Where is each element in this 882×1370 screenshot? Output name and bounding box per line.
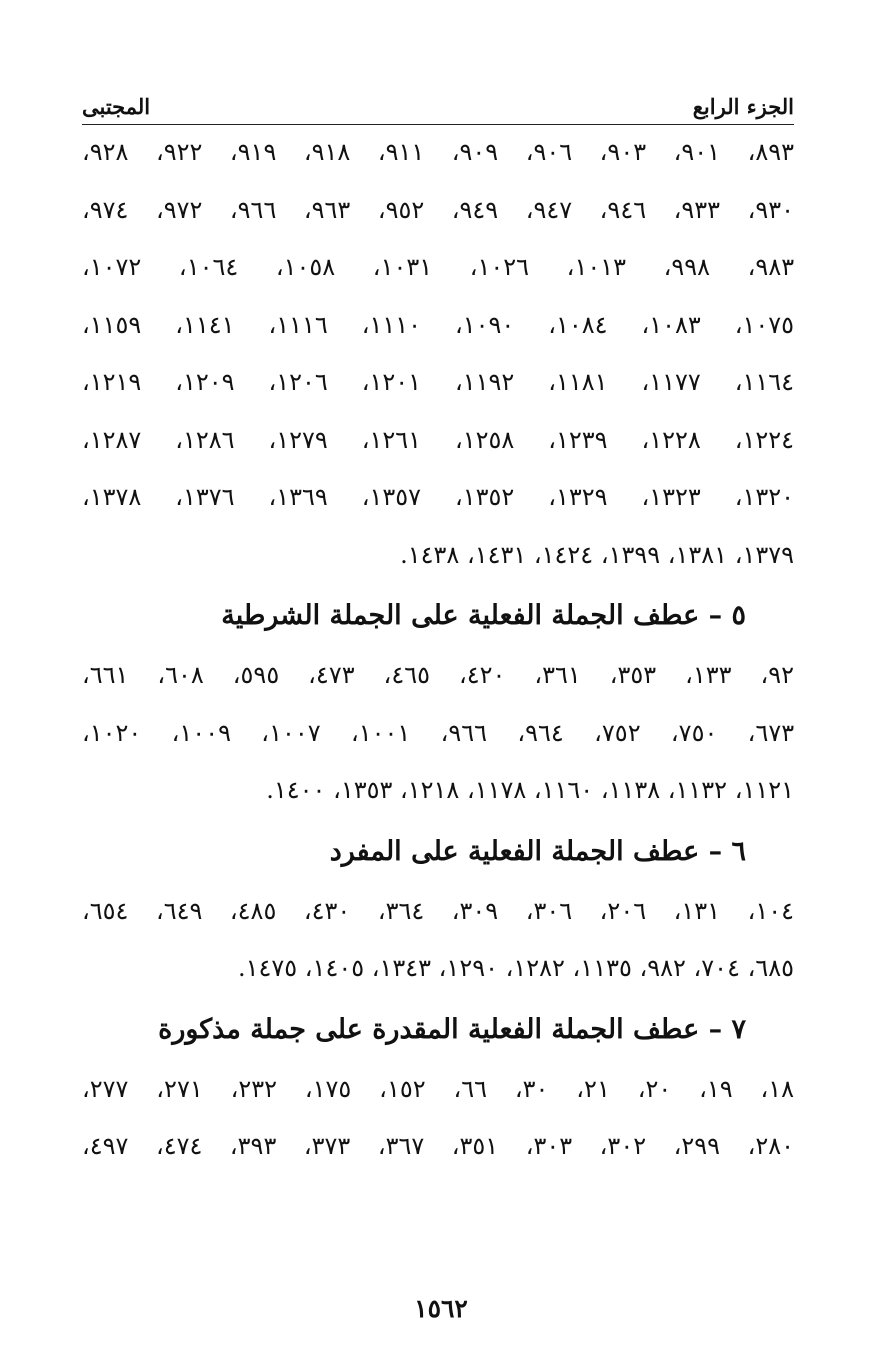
page-content: [82, 124, 794, 1176]
number-line: ٨٩٣، ٩٠١، ٩٠٣، ٩٠٦، ٩٠٩، ٩١١، ٩١٨، ٩١٩، ٩٢٢، ٩٢٨،: [82, 138, 794, 166]
number-block-continued: [82, 124, 794, 584]
number-line: ٩٢، ١٣٣، ٣٥٣، ٣٦١، ٤٢٠، ٤٦٥، ٤٧٣، ٥٩٥، ٦٠٨، ٦٦١،: [82, 661, 794, 689]
number-line: ١١٢١، ١١٣٢، ١١٣٨، ١١٦٠، ١١٧٨، ١٢١٨، ١٣٥٣، ١٤٠٠.: [266, 776, 794, 804]
header-part-title: الجزء الرابع: [692, 94, 794, 119]
section-6-numbers: [82, 883, 794, 998]
page-number: ١٥٦٢: [414, 1294, 468, 1323]
header-book-title: المجتبى: [82, 94, 151, 119]
section-5-numbers: [82, 647, 794, 820]
number-line: ٩٣٠، ٩٣٣، ٩٤٦، ٩٤٧، ٩٤٩، ٩٥٢، ٩٦٣، ٩٦٦، ٩٧٢، ٩٧٤،: [82, 195, 794, 224]
running-header: [82, 94, 794, 125]
section-7-heading: ٧ – عطف الجملة الفعلية المقدرة على جملة مذكورة: [158, 1013, 746, 1045]
number-line: ١٣٢٠، ١٣٢٣، ١٣٢٩، ١٣٥٢، ١٣٥٧، ١٣٦٩، ١٣٧٦، ١٣٧٨،: [82, 483, 794, 511]
number-line: ٩٨٣، ٩٩٨، ١٠١٣، ١٠٢٦، ١٠٣١، ١٠٥٨، ١٠٦٤، ١٠٧٢،: [82, 253, 794, 281]
number-line: ٢٨٠، ٢٩٩، ٣٠٢، ٣٠٣، ٣٥١، ٣٦٧، ٣٧٣، ٣٩٣، ٤٧٤، ٤٩٧،: [82, 1132, 794, 1160]
number-line: ٦٧٣، ٧٥٠، ٧٥٢، ٩٦٤، ٩٦٦، ١٠٠١، ١٠٠٧، ١٠٠٩، ١٠٢٠،: [82, 718, 794, 747]
number-line: ١١٦٤، ١١٧٧، ١١٨١، ١١٩٢، ١٢٠١، ١٢٠٦، ١٢٠٩، ١٢١٩،: [82, 368, 794, 396]
number-line: ١٠٤، ١٣١، ٢٠٦، ٣٠٦، ٣٠٩، ٣٦٤، ٤٣٠، ٤٨٥، ٦٤٩، ٦٥٤،: [82, 896, 794, 925]
section-5-heading: ٥ – عطف الجملة الفعلية على الجملة الشرطية: [221, 600, 746, 631]
section-6-heading: ٦ – عطف الجملة الفعلية على المفرد: [329, 835, 746, 867]
number-line: ٦٨٥، ٧٠٤، ٩٨٢، ١١٣٥، ١٢٨٢، ١٢٩٠، ١٣٤٣، ١٤٠٥، ١٤٧٥.: [237, 954, 794, 982]
number-line: ١٨، ١٩، ٢٠، ٢١، ٣٠، ٦٦، ١٥٢، ١٧٥، ٢٣٢، ٢٧١، ٢٧٧،: [82, 1074, 794, 1103]
number-line: ١٣٧٩، ١٣٨١، ١٣٩٩، ١٤٢٤، ١٤٣١، ١٤٣٨.: [400, 540, 794, 569]
number-line: ١٠٧٥، ١٠٨٣، ١٠٨٤، ١٠٩٠، ١١١٠، ١١١٦، ١١٤١، ١١٥٩،: [82, 310, 794, 339]
section-7-numbers: [82, 1061, 794, 1176]
number-line: ١٢٢٤، ١٢٢٨، ١٢٣٩، ١٢٥٨، ١٢٦١، ١٢٧٩، ١٢٨٦، ١٢٨٧،: [82, 425, 794, 454]
